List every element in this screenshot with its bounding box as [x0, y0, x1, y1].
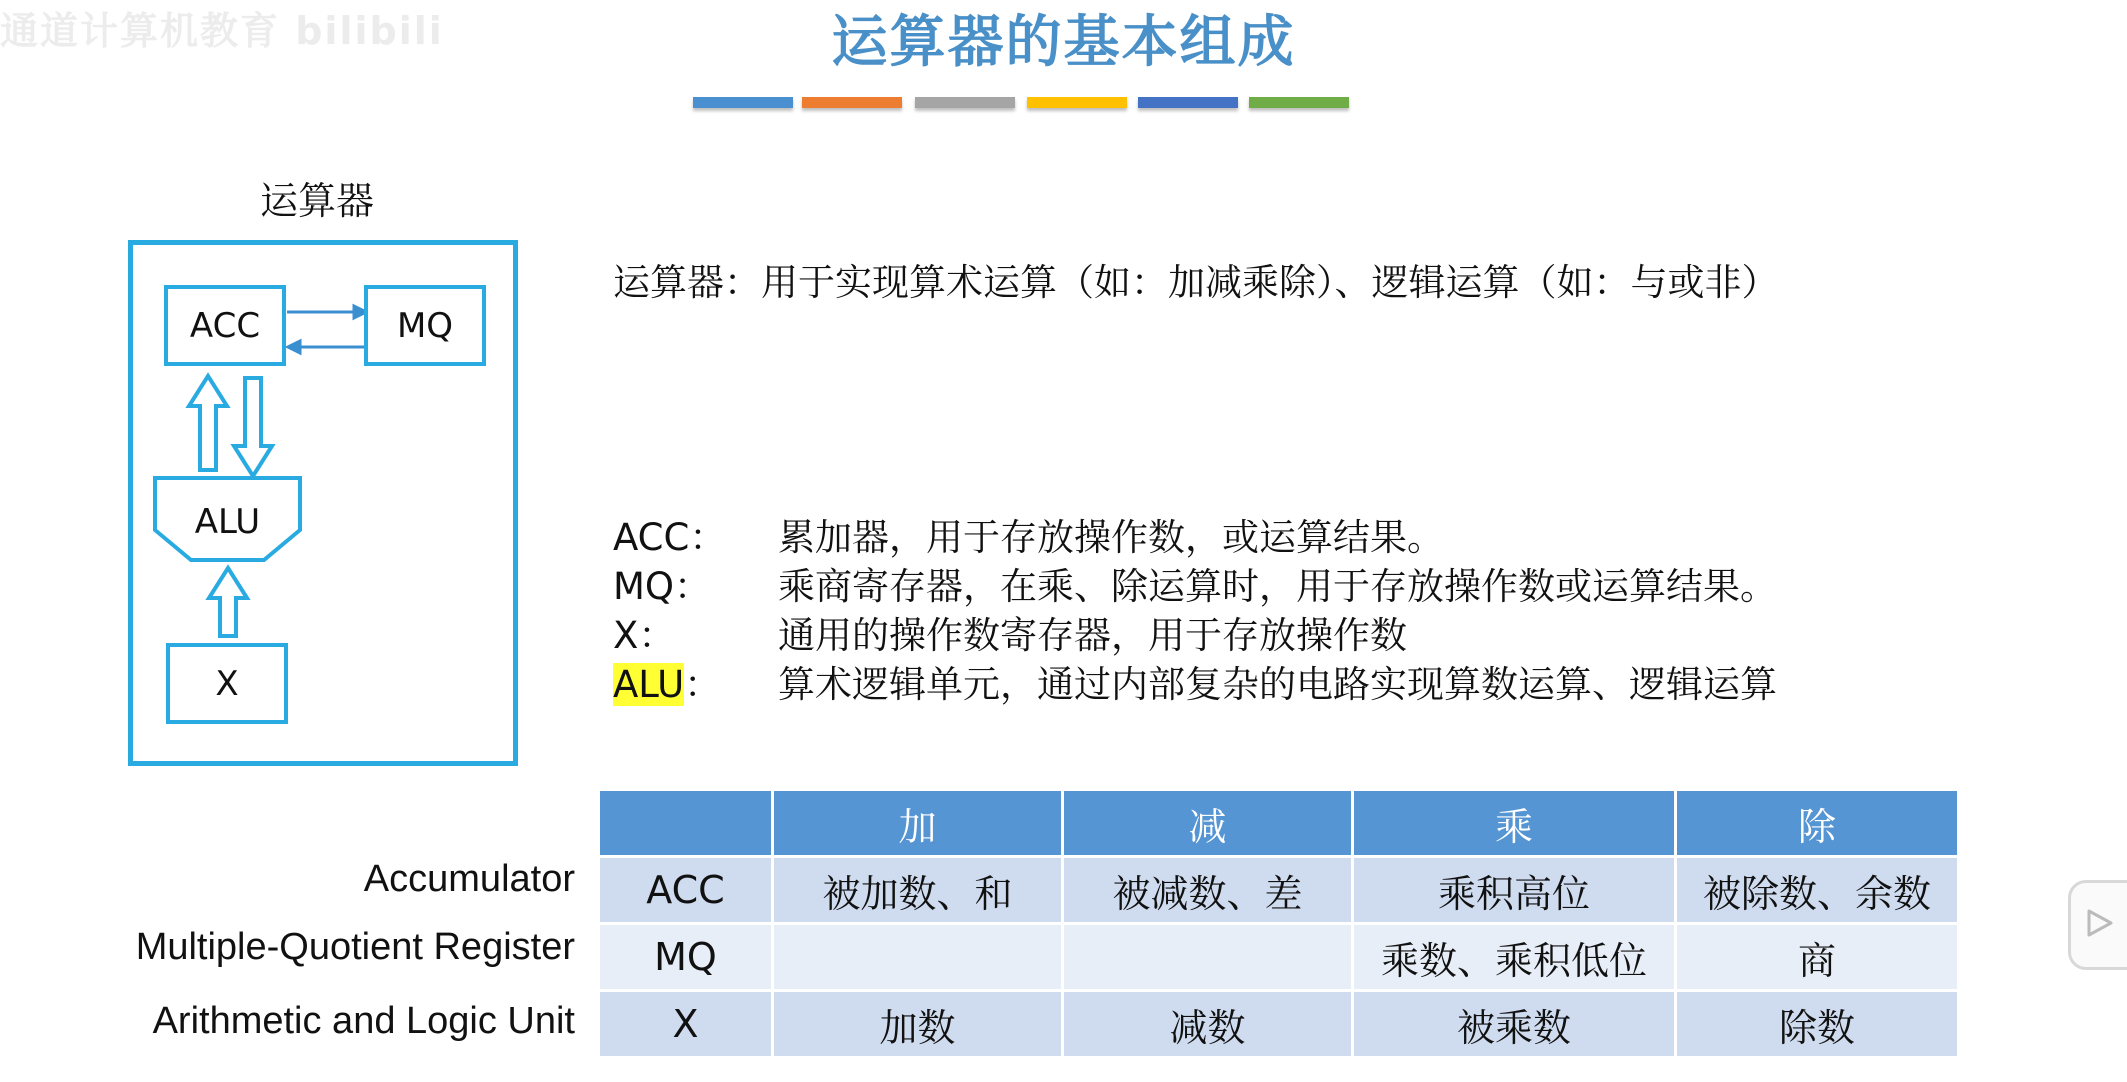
row-label-alu: Arithmetic and Logic Unit: [152, 1000, 575, 1042]
table-header: 乘: [1353, 790, 1676, 857]
register-role-table: [597, 788, 1960, 1059]
table-cell: 乘积高位: [1353, 857, 1676, 924]
table-header: [599, 790, 773, 857]
table-cell: 商: [1676, 924, 1959, 991]
table-cell: [773, 924, 1063, 991]
table-cell: 加数: [773, 991, 1063, 1058]
definition-term: [613, 654, 721, 708]
table-cell: MQ: [599, 924, 773, 991]
x-register: X: [166, 643, 288, 724]
page-title: 运算器的基本组成: [831, 10, 1296, 75]
definition-text: 算术逻辑单元，通过内部复杂的电路实现算数运算、逻辑运算: [778, 663, 1777, 706]
highlighted-term: ALU: [613, 663, 685, 706]
row-label-accumulator: Accumulator: [363, 858, 575, 900]
definition-term: MQ：: [613, 565, 712, 608]
watermark: 通道计算机教育 bilibili: [0, 9, 444, 53]
mq-register: MQ: [364, 285, 486, 366]
definition-text: 乘商寄存器，在乘、除运算时，用于存放操作数或运算结果。: [778, 565, 1777, 608]
table-header: 加: [773, 790, 1063, 857]
alu-description: 运算器：用于实现算术运算（如：加减乘除）、逻辑运算（如：与或非）: [613, 261, 1779, 304]
table-cell: 被加数、和: [773, 857, 1063, 924]
diagram-title: 运算器: [260, 179, 375, 223]
definition-text: 累加器，用于存放操作数，或运算结果。: [778, 516, 1444, 559]
table-row: [599, 857, 1959, 924]
x-to-alu-arrow: [209, 568, 247, 636]
table-cell: 被除数、余数: [1676, 857, 1959, 924]
acc-to-mq-arrow: [287, 306, 366, 318]
table-row: [599, 924, 1959, 991]
table-row: [599, 991, 1959, 1058]
table-header: 减: [1063, 790, 1353, 857]
alu-label: ALU: [194, 502, 261, 542]
table-cell: X: [599, 991, 773, 1058]
alu-to-acc-arrow: [189, 376, 227, 470]
definition-term: X：: [613, 614, 676, 657]
table-cell: ACC: [599, 857, 773, 924]
table-cell: 除数: [1676, 991, 1959, 1058]
table-cell: 被减数、差: [1063, 857, 1353, 924]
acc-to-alu-arrow: [234, 378, 272, 476]
table-cell: [1063, 924, 1353, 991]
table-cell: 减数: [1063, 991, 1353, 1058]
definition-text: 通用的操作数寄存器，用于存放操作数: [778, 614, 1407, 657]
term-suffix: ：: [684, 663, 722, 706]
acc-register: ACC: [164, 285, 286, 366]
table-cell: 被乘数: [1353, 991, 1676, 1058]
table-header-row: [599, 790, 1959, 857]
mq-to-acc-arrow: [288, 341, 366, 353]
table-cell: 乘数、乘积低位: [1353, 924, 1676, 991]
definition-term: ACC：: [613, 516, 727, 559]
play-button[interactable]: [2068, 880, 2127, 970]
row-label-mq: Multiple-Quotient Register: [135, 926, 575, 968]
play-icon: [2071, 883, 2127, 963]
table-header: 除: [1676, 790, 1959, 857]
